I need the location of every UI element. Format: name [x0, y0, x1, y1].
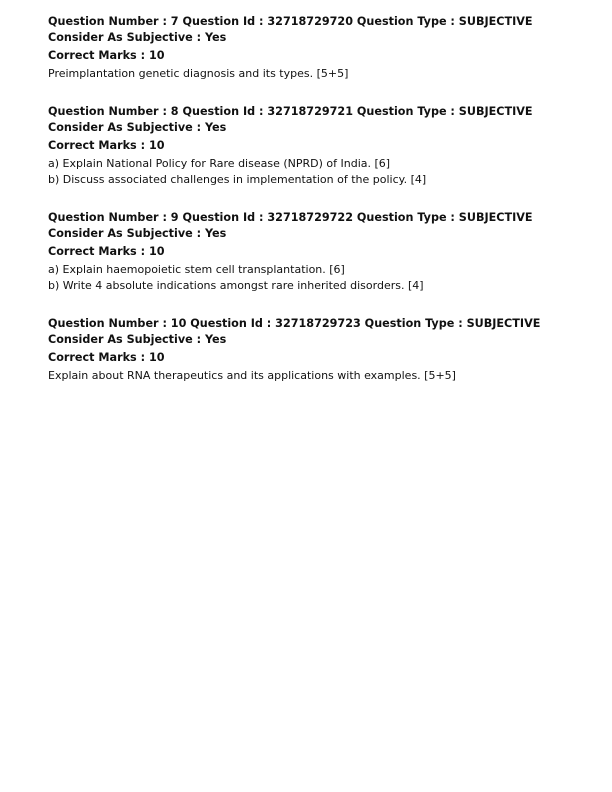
question-7: [48, 14, 568, 82]
question-9: [48, 210, 568, 294]
question-header: Question Number : 7 Question Id : 32718729720 Question Type : SUBJECTIVE Consider As Subjective : Yes: [48, 15, 533, 44]
question-header: Question Number : 10 Question Id : 32718729723 Question Type : SUBJECTIVE Consider As Subjective : Yes: [48, 317, 541, 346]
correct-marks: Correct Marks : 10: [48, 49, 165, 62]
question-line: b) Discuss associated challenges in implementation of the policy. [4]: [48, 173, 427, 186]
correct-marks: Correct Marks : 10: [48, 351, 165, 364]
question-line: a) Explain haemopoietic stem cell transplantation. [6]: [48, 263, 345, 276]
question-text: [48, 368, 568, 384]
question-line: a) Explain National Policy for Rare disease (NPRD) of India. [6]: [48, 157, 391, 170]
question-line: Explain about RNA therapeutics and its applications with examples. [5+5]: [48, 369, 456, 382]
question-10: [48, 316, 568, 384]
question-8: [48, 104, 568, 188]
question-text: [48, 66, 568, 82]
question-header: Question Number : 8 Question Id : 32718729721 Question Type : SUBJECTIVE Consider As Subjective : Yes: [48, 105, 533, 134]
question-line: Preimplantation genetic diagnosis and its types. [5+5]: [48, 67, 349, 80]
question-line: b) Write 4 absolute indications amongst rare inherited disorders. [4]: [48, 279, 424, 292]
question-paper-page: [48, 14, 568, 406]
question-header: Question Number : 9 Question Id : 32718729722 Question Type : SUBJECTIVE Consider As Subjective : Yes: [48, 211, 533, 240]
correct-marks: Correct Marks : 10: [48, 139, 165, 152]
question-text: [48, 262, 568, 294]
correct-marks: Correct Marks : 10: [48, 245, 165, 258]
question-text: [48, 156, 568, 188]
